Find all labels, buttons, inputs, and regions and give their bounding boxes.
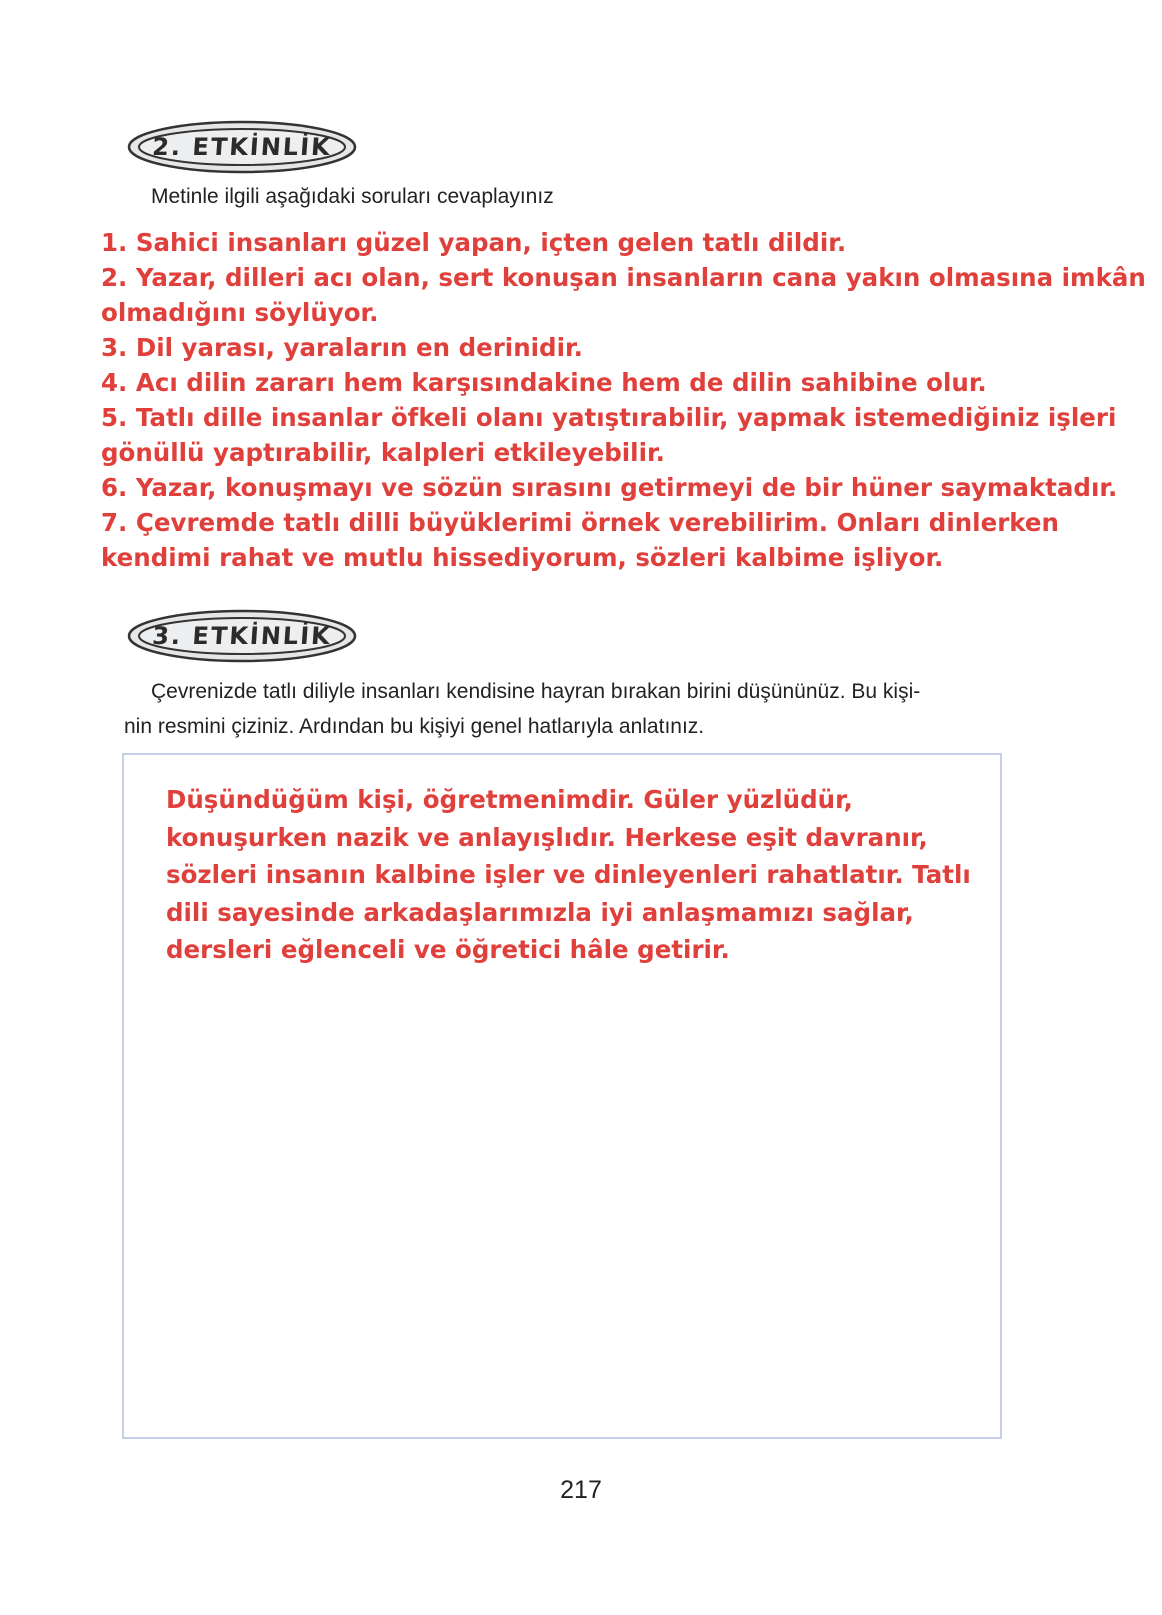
- answer-line: Düşündüğüm kişi, öğretmenimdir. Güler yüzlüdür,: [166, 785, 853, 814]
- activity-3-badge: [126, 608, 358, 664]
- answer-1: 1. Sahici insanları güzel yapan, içten gelen tatlı dildir.: [101, 228, 847, 257]
- activity-3-instruction-line-2: nin resmini çiziniz. Ardından bu kişiyi genel hatlarıyla anlatınız.: [124, 715, 705, 738]
- answer-line: dili sayesinde arkadaşlarımızla iyi anlaşmamızı sağlar,: [166, 897, 914, 927]
- activity-2-badge: [126, 119, 358, 175]
- answer-line: konuşurken nazik ve anlayışlıdır. Herkese eşit davranır,: [166, 822, 928, 852]
- answer-line: sözleri insanın kalbine işler ve dinleyenleri rahatlatır. Tatlı: [166, 860, 971, 889]
- drawing-answer-box: [122, 753, 1002, 1439]
- answer-7: 7. Çevremde tatlı dilli büyüklerimi örnek verebilirim. Onları dinlerken kendimi rahat ve mutlu hissediyorum, sözleri kalbime işliyor.: [101, 508, 1059, 572]
- answer-4: 4. Acı dilin zararı hem karşısındakine hem de dilin sahibine olur.: [101, 368, 987, 397]
- answer-2: 2. Yazar, dilleri acı olan, sert konuşan insanların cana yakın olmasına imkân olmadığını söylüyor.: [101, 263, 1146, 327]
- activity-3-title: 3. ETKİNLİK: [151, 622, 333, 650]
- activity-2-answers: [101, 225, 1151, 575]
- answer-line: dersleri eğlenceli ve öğretici hâle getirir.: [166, 935, 730, 964]
- activity-3-instruction-line-1: Çevrenizde tatlı diliyle insanları kendisine hayran bırakan birini düşününüz. Bu kişi-: [151, 680, 921, 703]
- page-number: 217: [560, 1476, 602, 1504]
- activity-3-answer: [166, 781, 986, 969]
- answer-5: 5. Tatlı dille insanlar öfkeli olanı yatıştırabilir, yapmak istemediğiniz işleri gönüllü yaptırabilir, kalpleri etkileyebilir.: [101, 403, 1117, 467]
- activity-2-instruction: Metinle ilgili aşağıdaki soruları cevaplayınız: [151, 185, 554, 208]
- activity-2-title: 2. ETKİNLİK: [151, 133, 333, 161]
- answer-3: 3. Dil yarası, yaraların en derinidir.: [101, 333, 583, 362]
- answer-6: 6. Yazar, konuşmayı ve sözün sırasını getirmeyi de bir hüner saymaktadır.: [101, 473, 1118, 502]
